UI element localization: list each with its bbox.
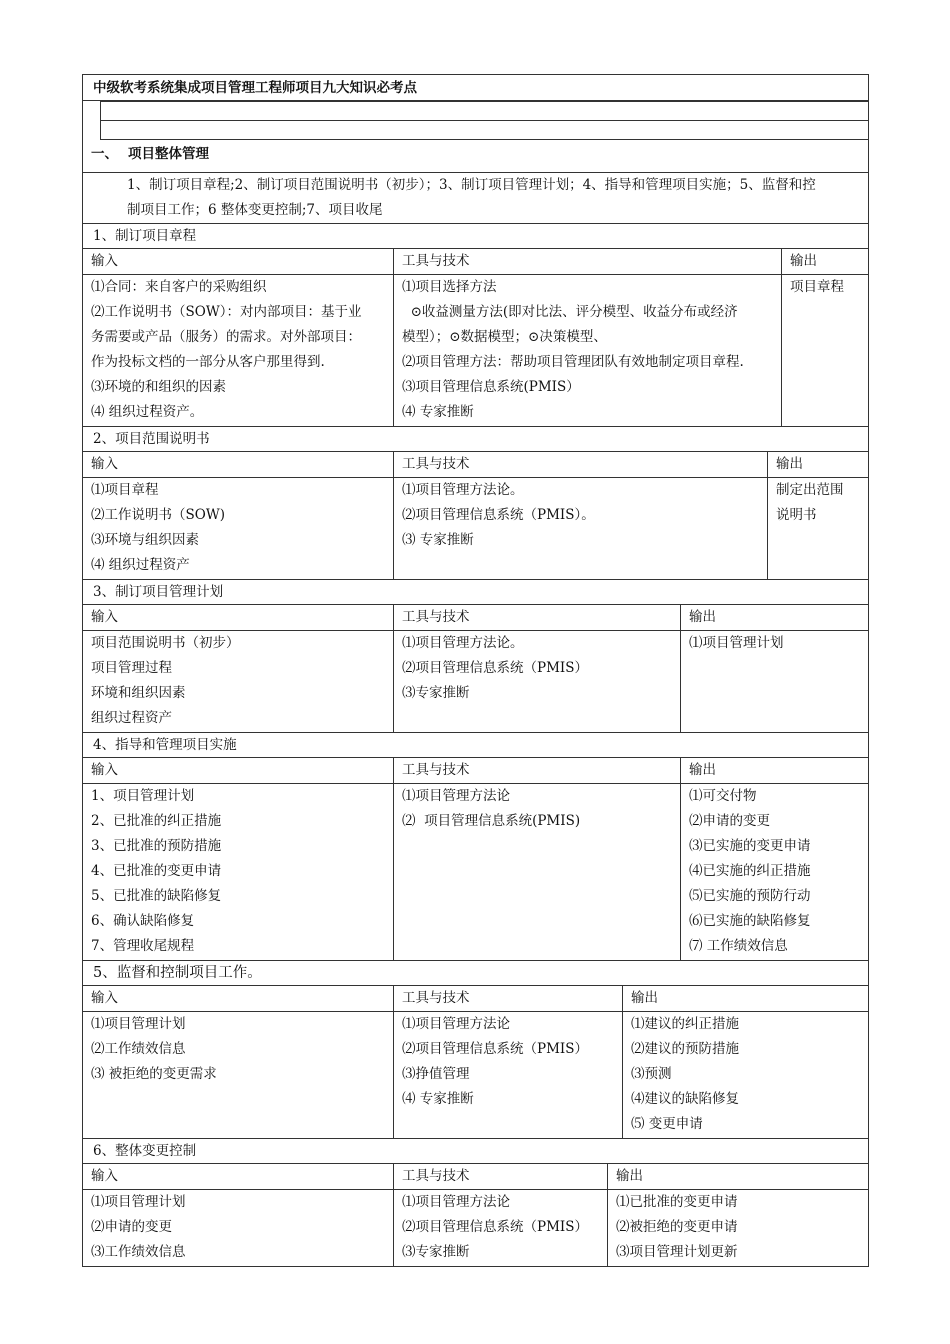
- table-body-row: [83, 275, 868, 427]
- cell-line: ⑴项目管理方法论: [402, 788, 510, 804]
- cell-line: 环境和组织因素: [91, 685, 186, 701]
- outputs-cell: [608, 1190, 868, 1266]
- cell-line: ⑵ 项目管理信息系统(PMIS): [402, 813, 581, 829]
- intro-line-2: 制项目工作；6 整体变更控制;7、项目收尾: [127, 202, 383, 218]
- inputs-cell: [83, 478, 394, 579]
- table-header-row: [83, 758, 868, 784]
- output-header: 输出: [776, 456, 803, 472]
- cell-line: ⑵被拒绝的变更申请: [616, 1219, 738, 1235]
- cell-line: ⑴项目选择方法: [402, 279, 497, 295]
- table-header-row: [83, 1164, 868, 1190]
- cell-line: 作为投标文档的一部分从客户那里得到.: [91, 354, 325, 370]
- tools-cell: [394, 784, 681, 960]
- table-body-row: [83, 1012, 868, 1139]
- cell-line: ⑵工作说明书（SOW): [91, 507, 225, 523]
- cell-line: 项目范围说明书（初步）: [91, 635, 240, 651]
- inputs-cell: [83, 275, 394, 426]
- cell-line: ⑵申请的变更: [689, 813, 770, 829]
- table-header-row: [83, 986, 868, 1012]
- process-blocks: [83, 224, 868, 1267]
- section-number: 一、: [91, 146, 118, 162]
- outputs-cell: [681, 631, 868, 732]
- cell-line: ⑴项目管理计划: [91, 1194, 186, 1210]
- cell-line: ⑶已实施的变更申请: [689, 838, 811, 854]
- cell-line: ⑶环境与组织因素: [91, 532, 199, 548]
- cell-line: ⑺ 工作绩效信息: [689, 938, 788, 954]
- tools-cell: [394, 631, 681, 732]
- cell-line: 说明书: [776, 507, 817, 523]
- cell-line: ⑶专家推断: [402, 1244, 470, 1260]
- cell-line: ⑶项目管理信息系统(PMIS）: [402, 379, 580, 395]
- block-title: 2、项目范围说明书: [83, 427, 868, 452]
- cell-line: 7、管理收尾规程: [91, 938, 195, 954]
- cell-line: ⑹已实施的缺陷修复: [689, 913, 811, 929]
- table-body-row: [83, 1190, 868, 1267]
- cell-line: ⑵项目管理信息系统（PMIS）: [402, 1219, 588, 1235]
- cell-line: ⑴项目管理方法论: [402, 1194, 510, 1210]
- cell-line: ⑷建议的缺陷修复: [631, 1091, 739, 1107]
- cell-line: ⑵申请的变更: [91, 1219, 172, 1235]
- blank-row-2: [100, 121, 868, 140]
- output-header: 输出: [689, 609, 716, 625]
- input-header: 输入: [83, 758, 394, 783]
- cell-line: ⑸ 变更申请: [631, 1116, 703, 1132]
- section-intro: [83, 173, 868, 224]
- cell-line: ⑷ 组织过程资产。: [91, 404, 204, 420]
- tools-cell: [394, 275, 782, 426]
- tools-header: 工具与技术: [394, 605, 681, 630]
- table-body-row: [83, 784, 868, 961]
- cell-line: ⑶专家推断: [402, 685, 470, 701]
- cell-line: ⑴项目管理计划: [91, 1016, 186, 1032]
- outputs-cell: [623, 1012, 868, 1138]
- cell-line: 组织过程资产: [91, 710, 172, 726]
- output-header: 输出: [631, 990, 658, 1006]
- cell-line: 1、项目管理计划: [91, 788, 195, 804]
- inputs-cell: [83, 631, 394, 732]
- cell-line: 3、已批准的预防措施: [91, 838, 222, 854]
- cell-line: ⑴项目章程: [91, 482, 159, 498]
- cell-line: ⑴项目管理方法论。: [402, 482, 524, 498]
- input-header: 输入: [83, 1164, 394, 1189]
- outputs-cell: [768, 478, 868, 579]
- cell-line: ⑶预测: [631, 1066, 672, 1082]
- cell-line: ⑶挣值管理: [402, 1066, 470, 1082]
- block-title: 4、指导和管理项目实施: [83, 733, 868, 758]
- cell-line: ⑵项目管理方法：帮助项目管理团队有效地制定项目章程.: [402, 354, 744, 370]
- tools-cell: [394, 478, 768, 579]
- cell-line: ⑵项目管理信息系统（PMIS）: [402, 1041, 588, 1057]
- blank-row-1: [100, 101, 868, 121]
- input-header: 输入: [83, 986, 394, 1011]
- cell-line: ⑶项目管理计划更新: [616, 1244, 738, 1260]
- cell-line: 4、已批准的变更申请: [91, 863, 222, 879]
- section-heading: [91, 142, 868, 166]
- cell-line: ⑶环境的和组织的因素: [91, 379, 226, 395]
- section-title: 项目整体管理: [128, 146, 209, 162]
- table-body-row: [83, 478, 868, 580]
- input-header: 输入: [83, 249, 394, 274]
- output-header: 输出: [790, 253, 817, 269]
- output-header: 输出: [616, 1168, 643, 1184]
- input-header: 输入: [83, 605, 394, 630]
- cell-line: ⑴建议的纠正措施: [631, 1016, 739, 1032]
- cell-line: ⑴项目管理方法论: [402, 1016, 510, 1032]
- cell-line: 项目章程: [790, 279, 844, 295]
- cell-line: ⑶ 专家推断: [402, 532, 474, 548]
- cell-line: ⑴已批准的变更申请: [616, 1194, 738, 1210]
- cell-line: 2、已批准的纠正措施: [91, 813, 222, 829]
- cell-line: ⑷ 专家推断: [402, 404, 474, 420]
- cell-line: 5、已批准的缺陷修复: [91, 888, 222, 904]
- cell-line: ⑴合同：来自客户的采购组织: [91, 279, 267, 295]
- cell-line: 项目管理过程: [91, 660, 172, 676]
- document: [82, 74, 869, 1267]
- cell-line: ⑵工作绩效信息: [91, 1041, 186, 1057]
- tools-header: 工具与技术: [394, 986, 623, 1011]
- tools-header: 工具与技术: [394, 758, 681, 783]
- cell-line: ⑷已实施的纠正措施: [689, 863, 811, 879]
- tools-cell: [394, 1190, 608, 1266]
- cell-line: ⑵建议的预防措施: [631, 1041, 739, 1057]
- inputs-cell: [83, 1190, 394, 1266]
- inputs-cell: [83, 784, 394, 960]
- tools-header: 工具与技术: [394, 249, 782, 274]
- block-title: 6、整体变更控制: [83, 1139, 868, 1164]
- block-title: 3、制订项目管理计划: [83, 580, 868, 605]
- table-header-row: [83, 249, 868, 275]
- cell-line: 制定出范围: [776, 482, 844, 498]
- cell-line: ⑷ 组织过程资产: [91, 557, 190, 573]
- cell-line: ⑵工作说明书（SOW）：对内部项目：基于业: [91, 304, 362, 320]
- cell-line: ⑴可交付物: [689, 788, 757, 804]
- block-title: 1、制订项目章程: [83, 224, 868, 249]
- table-header-row: [83, 605, 868, 631]
- tools-header: 工具与技术: [394, 1164, 608, 1189]
- cell-line: ⑸已实施的预防行动: [689, 888, 811, 904]
- table-header-row: [83, 452, 868, 478]
- table-body-row: [83, 631, 868, 733]
- cell-line: ⑶ 被拒绝的变更需求: [91, 1066, 217, 1082]
- cell-line: ⑴项目管理方法论。: [402, 635, 524, 651]
- inputs-cell: [83, 1012, 394, 1138]
- block-title: 5、监督和控制项目工作。: [83, 961, 868, 986]
- cell-line: 6、确认缺陷修复: [91, 913, 195, 929]
- outputs-cell: [681, 784, 868, 960]
- cell-line: ⑵项目管理信息系统（PMIS）: [402, 660, 588, 676]
- cell-line: ⑷ 专家推断: [402, 1091, 474, 1107]
- cell-line: 模型）；⊙数据模型；⊙决策模型、: [402, 329, 607, 345]
- blank-subtable: [83, 101, 868, 173]
- tools-cell: [394, 1012, 623, 1138]
- cell-line: 务需要或产品（服务）的需求。对外部项目：: [91, 329, 361, 345]
- cell-line: ⑴项目管理计划: [689, 635, 784, 651]
- intro-line-1: 1、制订项目章程;2、制订项目范围说明书（初步）；3、制订项目管理计划；4、指导和管理项目实施；5、监督和控: [127, 177, 816, 193]
- tools-header: 工具与技术: [394, 452, 768, 477]
- cell-line: ⑵项目管理信息系统（PMIS）。: [402, 507, 595, 523]
- cell-line: ⊙收益测量方法(即对比法、评分模型、收益分布或经济: [402, 304, 738, 320]
- outputs-cell: [782, 275, 868, 426]
- input-header: 输入: [83, 452, 394, 477]
- document-title: 中级软考系统集成项目管理工程师项目九大知识必考点: [83, 75, 868, 101]
- cell-line: ⑶工作绩效信息: [91, 1244, 186, 1260]
- output-header: 输出: [689, 762, 716, 778]
